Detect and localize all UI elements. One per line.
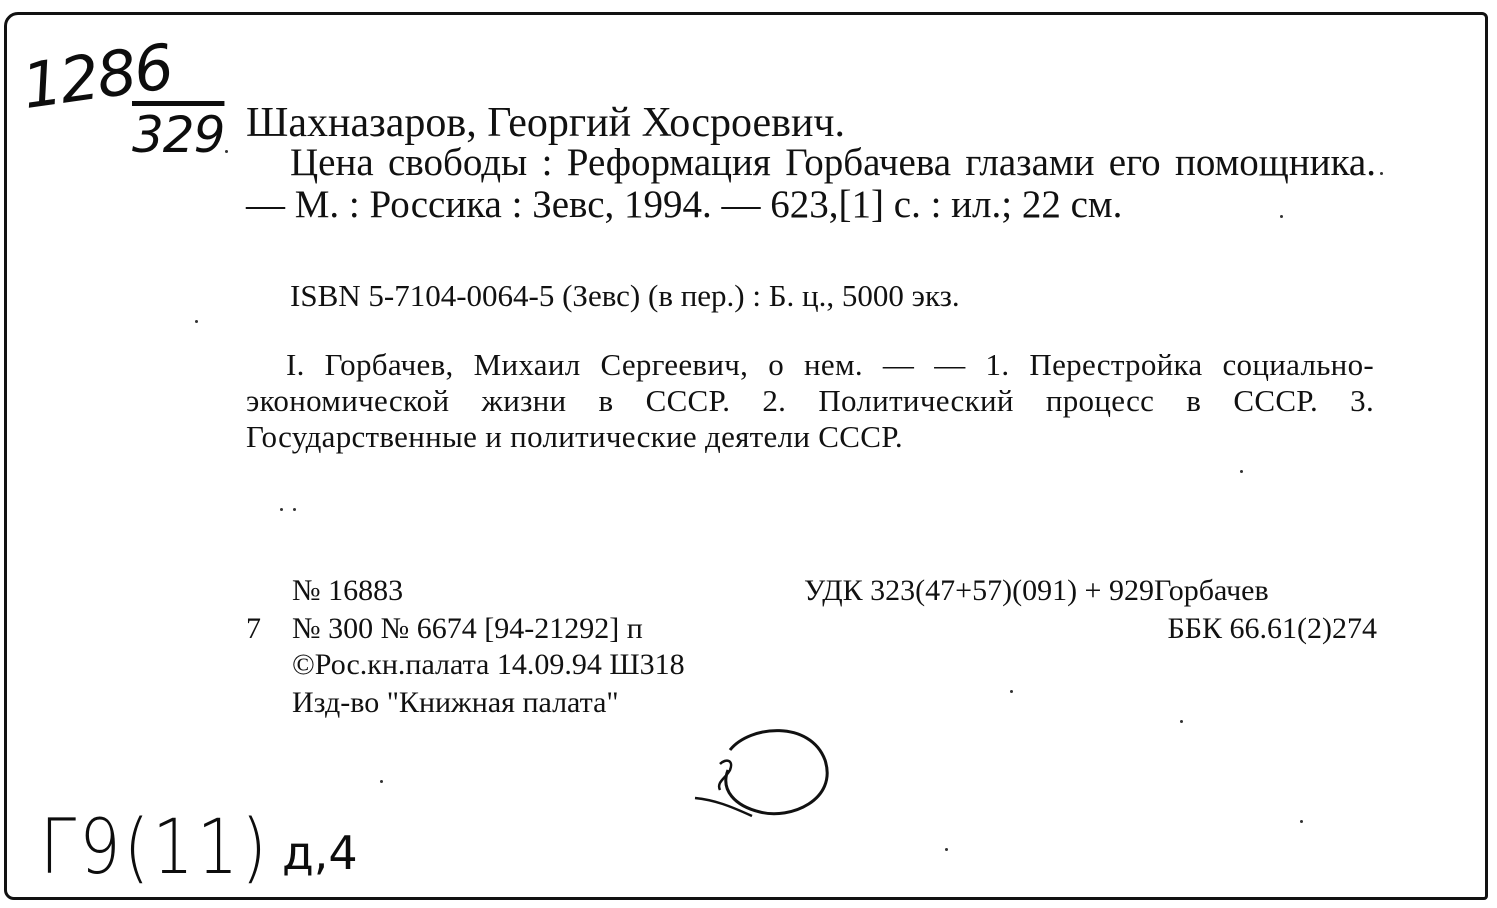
card-top-mark — [1384, 12, 1406, 15]
handwritten-call-number-top: 1286 — [17, 29, 177, 124]
speck — [1280, 215, 1283, 218]
speck — [1380, 172, 1383, 175]
card-count: 7 — [246, 612, 261, 645]
isbn-line: ISBN 5-7104-0064-5 (Зевс) (в пер.) : Б. ц., 5000 экз. — [290, 278, 960, 313]
title-description: Цена свободы : Реформация Горбачева глазами его помощника. — М. : Россика : Зевс, 1994. — 623,[1] с. : ил.; 22 см. — [246, 141, 1376, 226]
registration-numbers: № 300 № 6674 [94-21292] п — [292, 612, 643, 645]
speck — [1300, 820, 1303, 823]
handwritten-classification-mark: Г9(11) — [40, 802, 271, 891]
speck — [280, 508, 283, 511]
handwritten-circle-mark — [690, 720, 840, 830]
publisher-line: Изд-во "Книжная палата" — [292, 686, 619, 719]
card-number: № 16883 — [292, 574, 404, 607]
handwritten-classification-suffix: д,4 — [282, 826, 358, 880]
speck — [1240, 470, 1243, 473]
copyright-line: ©Рос.кн.палата 14.09.94 Ш318 — [292, 648, 685, 681]
speck — [1180, 720, 1183, 723]
bbk-code: ББК 66.61(2)274 — [1167, 612, 1377, 645]
speck — [195, 320, 198, 323]
handwritten-call-number-bottom: 329 — [132, 106, 225, 164]
speck — [293, 508, 296, 511]
speck — [945, 848, 948, 851]
speck — [225, 150, 228, 153]
speck — [1010, 690, 1013, 693]
speck — [380, 780, 383, 783]
udk-code: УДК 323(47+57)(091) + 929Горбачев — [804, 574, 1269, 607]
subject-headings: I. Горбачев, Михаил Сергеевич, о нем. — — 1. Перестройка социально-экономической жизни в СССР. 2. Политический процесс в СССР. 3. Государственные и политические деятели СССР. — [246, 347, 1374, 454]
author-heading: Шахназаров, Георгий Хосроевич. — [246, 100, 846, 146]
